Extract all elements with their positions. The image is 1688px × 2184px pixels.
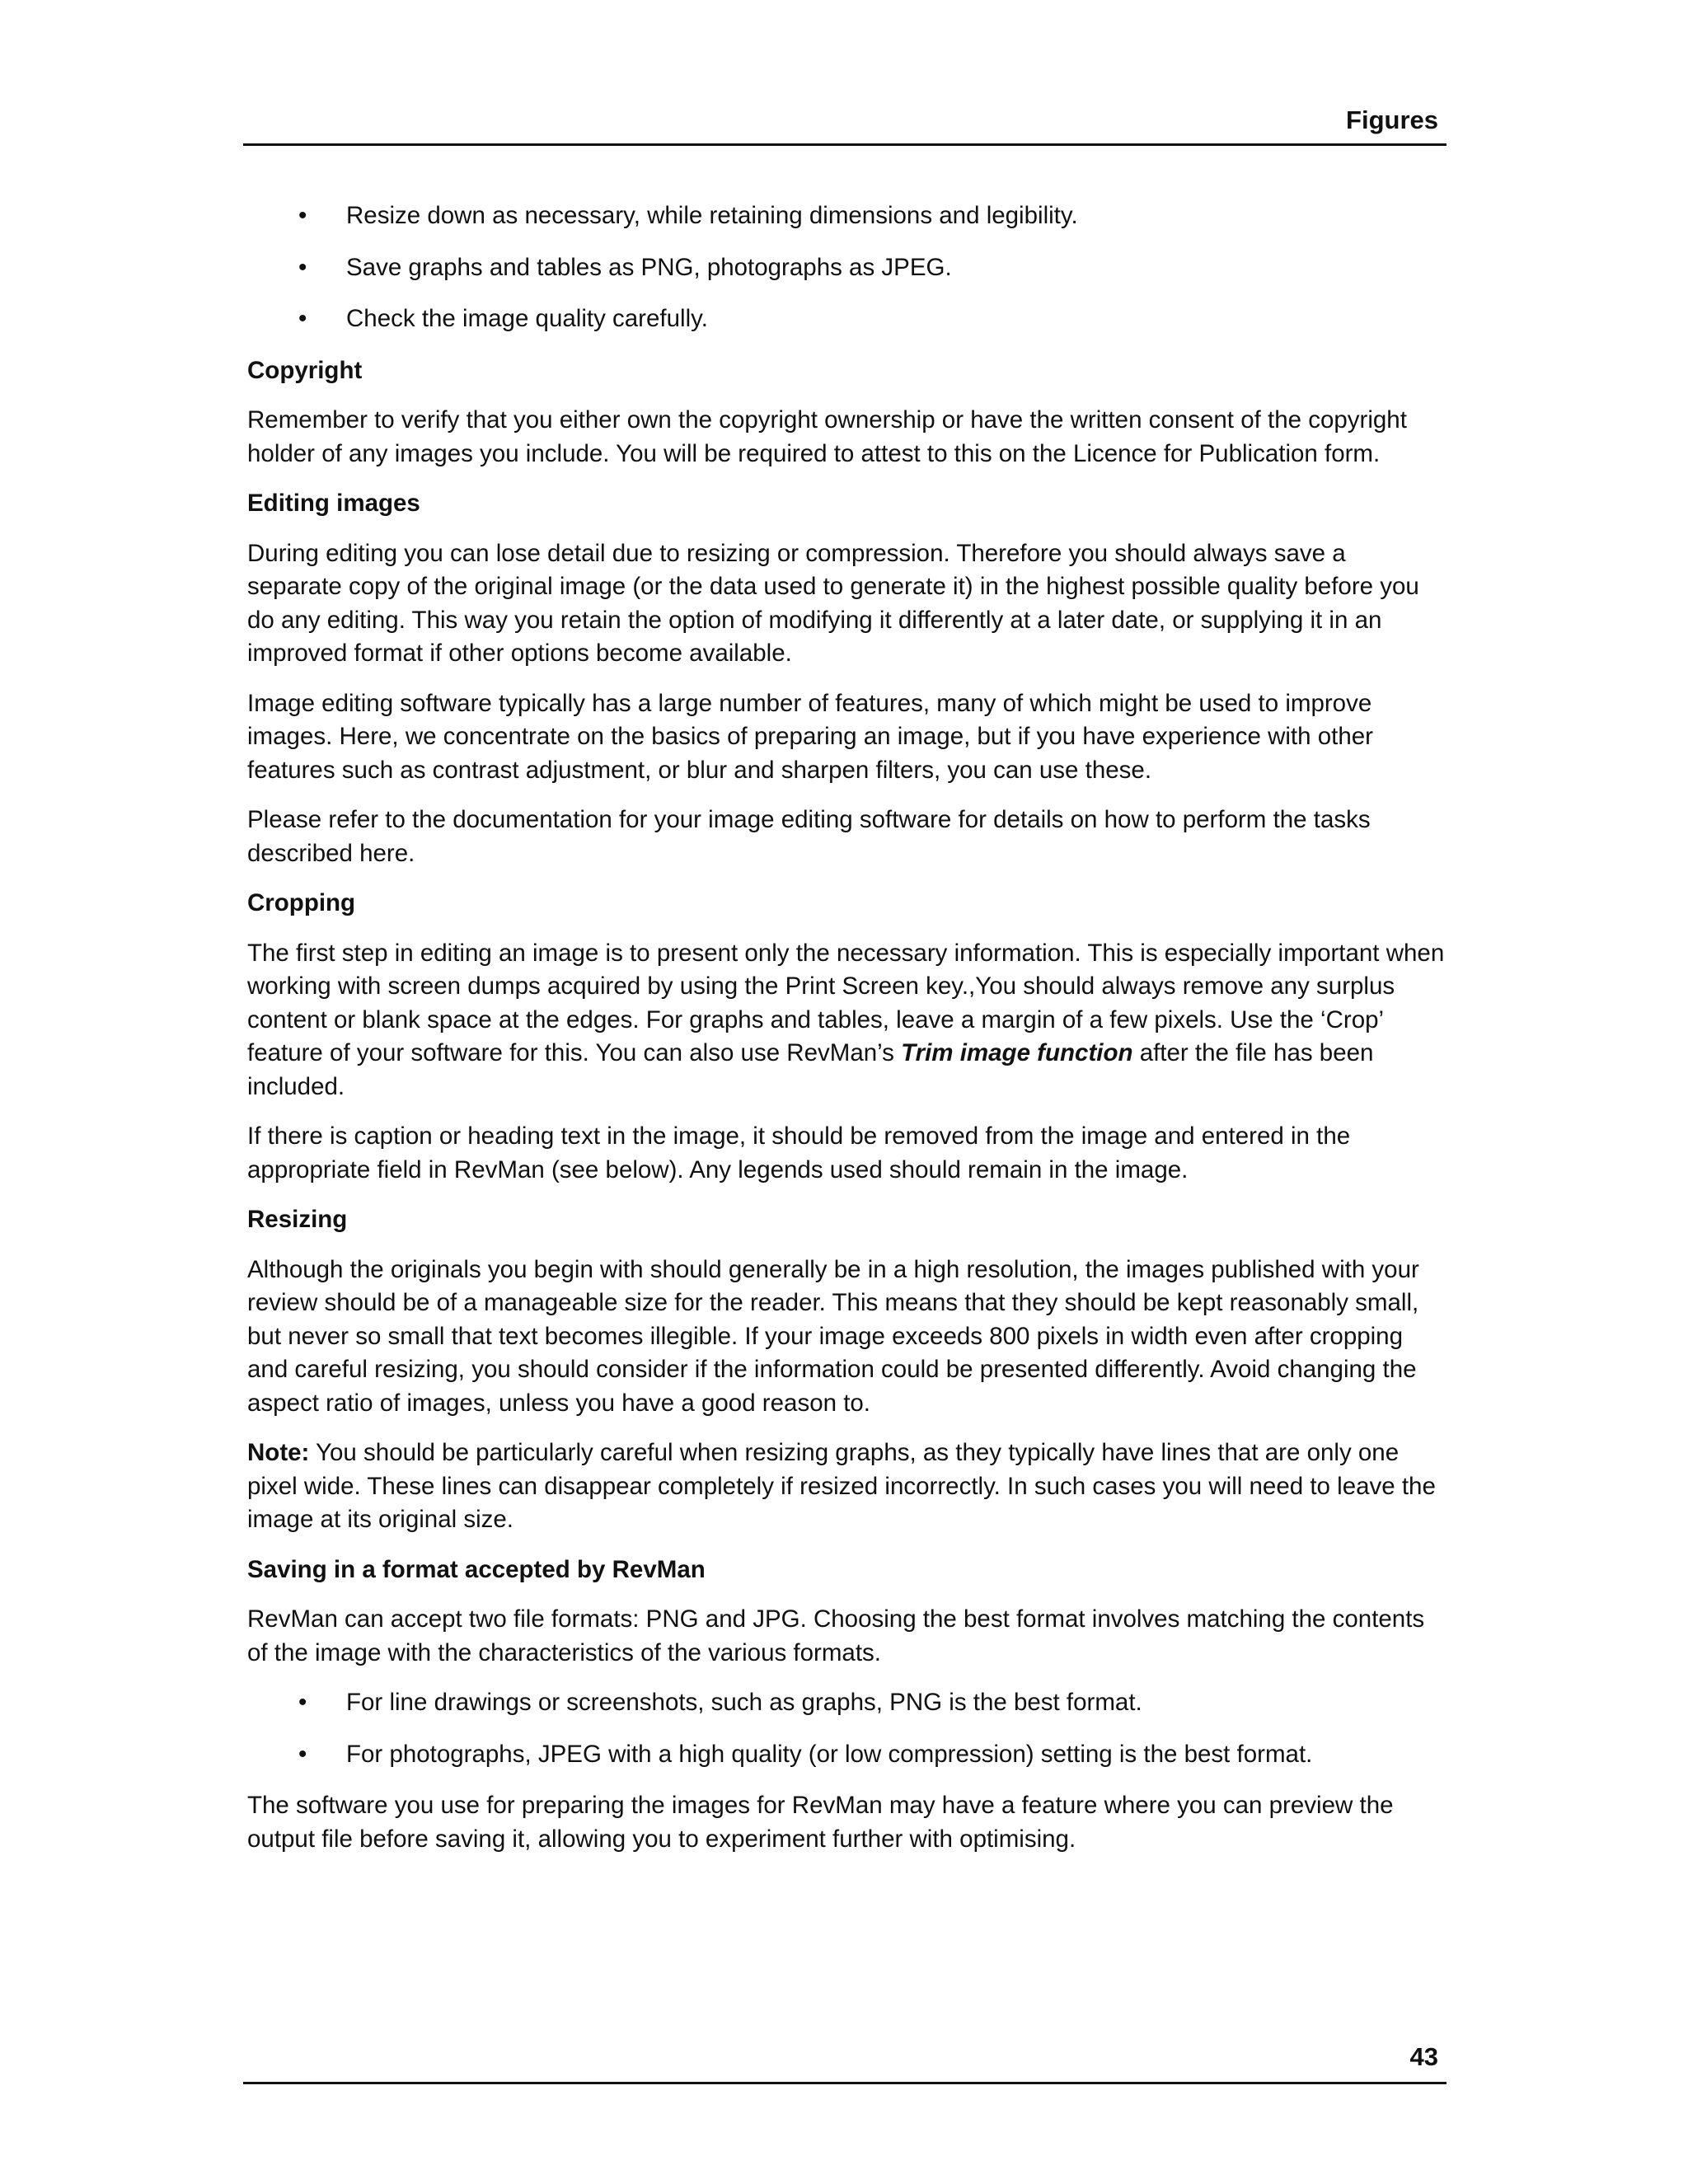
resizing-paragraph-1: Although the originals you begin with should generally be in a high resolution, the images published with your review should be of a manageable size for the reader. This means that they should be kept reasonably small, but never so small that text becomes illegible. If your image exceeds 800 pixels in width even after cropping and careful resizing, you should consider if the information could be presented differently. Avoid changing the aspect ratio of images, unless you have a good reason to. [247, 1255, 1419, 1417]
editing-paragraph-3: Please refer to the documentation for your image editing software for details on how to perform the tasks described here. [247, 806, 1371, 867]
editing-paragraph-1: During editing you can lose detail due to resizing or compression. Therefore you should always save a separate copy of the original image (or the data used to generate it) in the highest possible quality before you do any editing. This way you retain the option of modifying it differently at a later date, or supplying it in an improved format if other options become available. [247, 539, 1419, 667]
resizing-note: Note: You should be particularly careful when resizing graphs, as they typically have lines that are only one pixel wide. These lines can disappear completely if resized incorrectly. In such cases you will need to leave the image at its original size. [247, 1439, 1436, 1533]
page-number: 43 [1409, 2042, 1438, 2071]
running-header [243, 105, 1447, 146]
section-heading-editing-images: Editing images [247, 490, 420, 517]
bullet-icon: • [298, 253, 307, 281]
cropping-paragraph-1: The first step in editing an image is to present only the necessary information. This is especially important when working with screen dumps acquired by using the Print Screen key.,You should always remove any surplus content or blank space at the edges. For graphs and tables, leave a margin of a few pixels. Use the ‘Crop’ feature of your software for this. You can also use RevMan’s Trim image function after the file has been included. [247, 939, 1445, 1100]
format-bullet-list [247, 1686, 1447, 1771]
intro-bullet-list [247, 199, 1447, 336]
bullet-icon: • [298, 1740, 307, 1768]
bullet-icon: • [298, 202, 307, 229]
list-item: • Check the image quality carefully. [247, 302, 1447, 336]
section-heading-cropping: Cropping [247, 889, 356, 916]
note-label: Note: [247, 1439, 310, 1466]
list-item: • Resize down as necessary, while retaining dimensions and legibility. [247, 199, 1447, 233]
saving-paragraph-2: The software you use for preparing the images for RevMan may have a feature where you can preview the output file before saving it, allowing you to experiment further with optimising. [247, 1792, 1394, 1853]
bullet-icon: • [298, 1689, 307, 1716]
bullet-icon: • [298, 305, 307, 332]
running-footer [243, 2036, 1447, 2084]
cropping-paragraph-2: If there is caption or heading text in the image, it should be removed from the image and entered in the appropriate field in RevMan (see below). Any legends used should remain in the image. [247, 1122, 1351, 1183]
page-content [247, 199, 1447, 1872]
section-heading-saving: Saving in a format accepted by RevMan [247, 1555, 706, 1583]
section-heading-resizing: Resizing [247, 1206, 348, 1233]
editing-paragraph-2: Image editing software typically has a large number of features, many of which might be used to improve images. Here, we concentrate on the basics of preparing an image, but if you have experience with other features such as contrast adjustment, or blur and sharpen filters, you can use these. [247, 689, 1373, 784]
list-item: • Save graphs and tables as PNG, photographs as JPEG. [247, 251, 1447, 285]
copyright-paragraph: Remember to verify that you either own the copyright ownership or have the written consent of the copyright holder of any images you include. You will be required to attest to this on the Licence for Publication form. [247, 406, 1407, 467]
saving-paragraph-1: RevMan can accept two file formats: PNG and JPG. Choosing the best format involves matching the contents of the image with the characteristics of the various formats. [247, 1605, 1425, 1666]
list-item: • For photographs, JPEG with a high quality (or low compression) setting is the best format. [247, 1738, 1447, 1772]
trim-image-function-emphasis: Trim image function [901, 1039, 1133, 1066]
section-heading-copyright: Copyright [247, 356, 363, 384]
header-title: Figures [1346, 105, 1438, 134]
list-item: • For line drawings or screenshots, such as graphs, PNG is the best format. [247, 1686, 1447, 1720]
